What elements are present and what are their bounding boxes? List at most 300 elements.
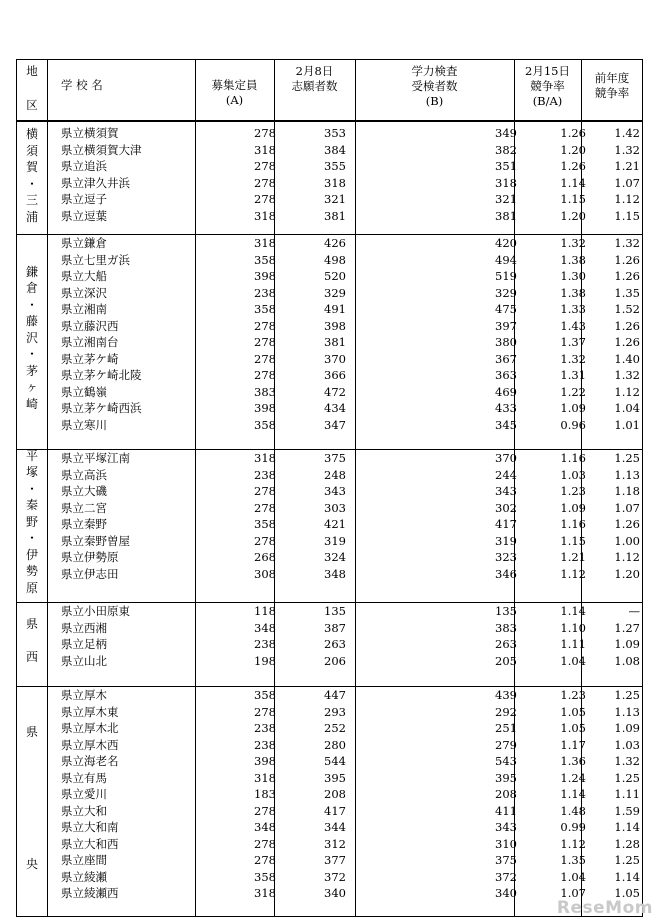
school-name: 県立茅ケ崎西浜 bbox=[61, 401, 142, 415]
region-label-char: ・ bbox=[25, 347, 38, 362]
header-examinees-l1: 学力検査 bbox=[411, 64, 458, 78]
applicants-value: 381 bbox=[324, 335, 346, 349]
applicants-value: 447 bbox=[324, 688, 346, 702]
school-name: 県立茅ケ崎北陵 bbox=[61, 368, 142, 382]
examinees-value: 411 bbox=[495, 803, 517, 818]
capacity-value: 318 bbox=[254, 142, 276, 157]
examinees-value: 494 bbox=[495, 252, 517, 267]
prev-competition-value: 1.00 bbox=[614, 533, 640, 548]
applicants-value: 370 bbox=[324, 351, 346, 366]
school-name: 県立厚木北 bbox=[61, 721, 119, 735]
school-name: 県立小田原東 bbox=[61, 604, 130, 618]
competition-value: 1.38 bbox=[560, 285, 586, 300]
applicants-value: 340 bbox=[324, 886, 346, 900]
region-label-char bbox=[21, 790, 43, 807]
region-label-char: 賀 bbox=[25, 160, 38, 174]
region-label-char: 三 bbox=[25, 193, 38, 207]
header-prev bbox=[581, 71, 643, 101]
school-name: 県立厚木西 bbox=[61, 737, 119, 752]
school-name: 県立横須賀大津 bbox=[61, 142, 142, 157]
applicants-value: 498 bbox=[324, 252, 346, 267]
examinees-value: 397 bbox=[495, 318, 517, 333]
prev-competition-value: 1.26 bbox=[614, 335, 640, 349]
applicants-value: 303 bbox=[324, 500, 346, 515]
prev-competition-value: 1.12 bbox=[614, 384, 640, 399]
header-competition-label: 競争率 bbox=[530, 79, 565, 93]
prev-competition-value: 1.35 bbox=[614, 285, 640, 300]
examinees-value: 383 bbox=[495, 620, 517, 635]
prev-competition-value: 1.14 bbox=[614, 820, 640, 834]
school-name: 県立伊勢原 bbox=[61, 550, 119, 564]
region-label bbox=[21, 724, 43, 873]
region-label-char: 崎 bbox=[25, 396, 38, 411]
competition-value: 1.09 bbox=[560, 500, 586, 515]
school-name: 県立山北 bbox=[61, 653, 107, 668]
applicants-value: 135 bbox=[324, 604, 346, 618]
region-label-char: 藤 bbox=[25, 314, 38, 329]
applicants-value: 472 bbox=[324, 384, 346, 399]
header-rule bbox=[17, 120, 642, 122]
school-name: 県立高浜 bbox=[61, 467, 107, 482]
examinees-value: 543 bbox=[495, 754, 517, 768]
examinees-value: 319 bbox=[495, 533, 517, 548]
region-label-char: 県 bbox=[25, 616, 38, 631]
capacity-value: 318 bbox=[254, 770, 276, 785]
examinees-value: 244 bbox=[495, 467, 517, 482]
prev-competition-value: 1.09 bbox=[614, 721, 640, 735]
applicants-value: 417 bbox=[324, 803, 346, 818]
competition-value: 1.22 bbox=[560, 384, 586, 399]
school-name: 県立平塚江南 bbox=[61, 451, 130, 465]
header-applicants bbox=[274, 64, 355, 94]
capacity-value: 238 bbox=[254, 467, 276, 482]
applicants-value: 280 bbox=[324, 737, 346, 752]
applicants-value: 208 bbox=[324, 787, 346, 801]
region-label-char: 平 bbox=[25, 448, 38, 463]
applicants-value: 381 bbox=[324, 208, 346, 223]
capacity-value: 318 bbox=[254, 208, 276, 223]
prev-competition-value: — bbox=[628, 604, 640, 618]
prev-competition-value: 1.26 bbox=[614, 318, 640, 333]
school-name: 県立足柄 bbox=[61, 637, 107, 651]
prev-competition-value: 1.05 bbox=[614, 886, 640, 900]
applicants-value: 324 bbox=[324, 550, 346, 564]
capacity-value: 358 bbox=[254, 517, 276, 531]
header-capacity-label: 募集定員 bbox=[211, 78, 258, 92]
capacity-value: 358 bbox=[254, 302, 276, 316]
capacity-value: 238 bbox=[254, 721, 276, 735]
prev-competition-value: 1.32 bbox=[614, 368, 640, 382]
prev-competition-value: 1.13 bbox=[614, 704, 640, 719]
competition-value: 1.35 bbox=[560, 853, 586, 867]
region-label-char bbox=[21, 741, 43, 758]
school-name: 県立藤沢西 bbox=[61, 318, 119, 333]
capacity-value: 358 bbox=[254, 688, 276, 702]
capacity-value: 398 bbox=[254, 754, 276, 768]
applicants-value: 319 bbox=[324, 533, 346, 548]
capacity-value: 278 bbox=[254, 159, 276, 173]
applicants-value: 375 bbox=[324, 451, 346, 465]
applicants-value: 329 bbox=[324, 285, 346, 300]
prev-competition-value: 1.09 bbox=[614, 637, 640, 651]
prev-competition-value: 1.08 bbox=[614, 653, 640, 668]
prev-competition-value: 1.32 bbox=[614, 754, 640, 768]
capacity-value: 383 bbox=[254, 384, 276, 399]
competition-value: 1.23 bbox=[560, 688, 586, 702]
examinees-value: 367 bbox=[495, 351, 517, 366]
school-name: 県立大船 bbox=[61, 269, 107, 283]
capacity-value: 278 bbox=[254, 318, 276, 333]
school-name: 県立有馬 bbox=[61, 770, 107, 785]
prev-competition-value: 1.25 bbox=[614, 451, 640, 465]
competition-value: 1.16 bbox=[560, 517, 586, 531]
examinees-value: 395 bbox=[495, 770, 517, 785]
capacity-value: 278 bbox=[254, 484, 276, 498]
region-label-char: 浦 bbox=[25, 209, 38, 224]
applicants-value: 206 bbox=[324, 653, 346, 668]
header-examinees-l2: 受検者数 bbox=[411, 79, 458, 93]
examinees-value: 208 bbox=[495, 787, 517, 801]
region-label-char: 原 bbox=[25, 580, 38, 595]
prev-competition-value: 1.07 bbox=[614, 175, 640, 190]
capacity-value: 278 bbox=[254, 500, 276, 515]
competition-value: 1.11 bbox=[560, 637, 586, 651]
competition-value: 1.10 bbox=[560, 620, 586, 635]
school-name: 県立湘南 bbox=[61, 302, 107, 316]
school-name: 県立厚木 bbox=[61, 688, 107, 702]
competition-value: 1.12 bbox=[560, 836, 586, 851]
competition-value: 1.48 bbox=[560, 803, 586, 818]
competition-value: 1.31 bbox=[560, 368, 586, 382]
examinees-value: 433 bbox=[495, 401, 517, 415]
examinees-value: 135 bbox=[495, 604, 517, 618]
capacity-value: 318 bbox=[254, 236, 276, 250]
prev-competition-value: 1.15 bbox=[614, 208, 640, 223]
school-name: 県立鶴嶺 bbox=[61, 384, 107, 399]
competition-value: 1.26 bbox=[560, 126, 586, 140]
header-region-2: 区 bbox=[26, 98, 38, 112]
school-name: 県立伊志田 bbox=[61, 566, 119, 581]
school-name: 県立逗子 bbox=[61, 192, 107, 206]
header-competition-formula: (B/A) bbox=[532, 94, 563, 108]
capacity-value: 308 bbox=[254, 566, 276, 581]
region-label-char: ・ bbox=[25, 176, 38, 191]
capacity-value: 318 bbox=[254, 451, 276, 465]
school-name: 県立津久井浜 bbox=[61, 175, 130, 190]
prev-competition-value: 1.42 bbox=[614, 126, 640, 140]
examinees-value: 370 bbox=[495, 451, 517, 465]
prev-competition-value: 1.59 bbox=[614, 803, 640, 818]
examinees-value: 519 bbox=[495, 269, 517, 283]
competition-value: 1.24 bbox=[560, 770, 586, 785]
capacity-value: 198 bbox=[254, 653, 276, 668]
applicants-value: 252 bbox=[324, 721, 346, 735]
prev-competition-value: 1.03 bbox=[614, 737, 640, 752]
prev-competition-value: 1.32 bbox=[614, 142, 640, 157]
examinees-value: 302 bbox=[495, 500, 517, 515]
school-name: 県立湘南台 bbox=[61, 335, 119, 349]
examinees-value: 349 bbox=[495, 126, 517, 140]
region-label-char: 須 bbox=[25, 143, 38, 158]
examinees-value: 251 bbox=[495, 721, 517, 735]
region-label-char: 倉 bbox=[25, 281, 38, 296]
region-label bbox=[21, 448, 43, 597]
region-label-char: 県 bbox=[25, 725, 38, 740]
examinees-value: 381 bbox=[495, 208, 517, 223]
region-label-char bbox=[21, 823, 43, 840]
capacity-value: 118 bbox=[254, 604, 276, 618]
prev-competition-value: 1.07 bbox=[614, 500, 640, 515]
competition-value: 1.37 bbox=[560, 335, 586, 349]
examinees-value: 345 bbox=[495, 417, 517, 432]
capacity-value: 318 bbox=[254, 886, 276, 900]
applicants-value: 312 bbox=[324, 836, 346, 851]
competition-value: 1.15 bbox=[560, 192, 586, 206]
prev-competition-value: 1.27 bbox=[614, 620, 640, 635]
applicants-value: 491 bbox=[324, 302, 346, 316]
capacity-value: 358 bbox=[254, 417, 276, 432]
prev-competition-value: 1.32 bbox=[614, 236, 640, 250]
prev-competition-value: 1.04 bbox=[614, 401, 640, 415]
competition-value: 1.16 bbox=[560, 451, 586, 465]
admissions-table bbox=[16, 59, 643, 917]
applicants-value: 353 bbox=[324, 126, 346, 140]
applicants-value: 348 bbox=[324, 566, 346, 581]
region-label bbox=[21, 126, 43, 225]
capacity-value: 278 bbox=[254, 803, 276, 818]
applicants-value: 387 bbox=[324, 620, 346, 635]
examinees-value: 475 bbox=[495, 302, 517, 316]
applicants-value: 544 bbox=[324, 754, 346, 768]
capacity-value: 278 bbox=[254, 533, 276, 548]
region-label-char: 西 bbox=[25, 649, 38, 664]
header-examinees bbox=[355, 64, 514, 109]
examinees-value: 351 bbox=[495, 159, 517, 173]
applicants-value: 421 bbox=[324, 517, 346, 531]
header-region-1: 地 bbox=[26, 64, 38, 78]
school-name: 県立愛川 bbox=[61, 787, 107, 801]
header-capacity-sub: (A) bbox=[225, 93, 244, 107]
capacity-value: 358 bbox=[254, 869, 276, 884]
applicants-value: 372 bbox=[324, 869, 346, 884]
competition-value: 1.20 bbox=[560, 208, 586, 223]
header-prev-l2: 競争率 bbox=[594, 86, 630, 100]
school-name: 県立大和 bbox=[61, 803, 107, 818]
prev-competition-value: 1.25 bbox=[614, 770, 640, 785]
prev-competition-value: 1.40 bbox=[614, 351, 640, 366]
applicants-value: 318 bbox=[324, 175, 346, 190]
prev-competition-value: 1.14 bbox=[614, 869, 640, 884]
capacity-value: 278 bbox=[254, 368, 276, 382]
region-label-char: ・ bbox=[25, 297, 38, 312]
school-name: 県立大和西 bbox=[61, 836, 119, 851]
examinees-value: 263 bbox=[495, 637, 517, 651]
school-name: 県立大和南 bbox=[61, 820, 119, 834]
header-competition bbox=[514, 64, 581, 109]
applicants-value: 520 bbox=[324, 269, 346, 283]
competition-value: 1.43 bbox=[560, 318, 586, 333]
competition-value: 1.33 bbox=[560, 302, 586, 316]
applicants-value: 263 bbox=[324, 637, 346, 651]
prev-competition-value: 1.18 bbox=[614, 484, 640, 498]
competition-value: 1.36 bbox=[560, 754, 586, 768]
header-prev-l1: 前年度 bbox=[594, 71, 630, 85]
competition-value: 1.14 bbox=[560, 604, 586, 618]
region-label-char: ヶ bbox=[25, 380, 38, 395]
school-name: 県立深沢 bbox=[61, 285, 107, 300]
school-name: 県立逗葉 bbox=[61, 208, 107, 223]
examinees-value: 279 bbox=[495, 737, 517, 752]
capacity-value: 348 bbox=[254, 820, 276, 834]
header-examinees-l3: (B) bbox=[425, 94, 444, 108]
examinees-value: 363 bbox=[495, 368, 517, 382]
region-label-char bbox=[21, 632, 43, 649]
prev-competition-value: 1.26 bbox=[614, 517, 640, 531]
region-label-char: 茅 bbox=[25, 363, 38, 378]
applicants-value: 398 bbox=[324, 318, 346, 333]
applicants-value: 293 bbox=[324, 704, 346, 719]
competition-value: 1.30 bbox=[560, 269, 586, 283]
region-label bbox=[21, 616, 43, 666]
capacity-value: 238 bbox=[254, 285, 276, 300]
examinees-value: 323 bbox=[495, 550, 517, 564]
prev-competition-value: 1.11 bbox=[614, 787, 640, 801]
examinees-value: 205 bbox=[495, 653, 517, 668]
capacity-value: 358 bbox=[254, 252, 276, 267]
region-label-char: ・ bbox=[25, 481, 38, 496]
school-name: 県立七里ガ浜 bbox=[61, 252, 130, 267]
capacity-value: 348 bbox=[254, 620, 276, 635]
examinees-value: 310 bbox=[495, 836, 517, 851]
region-label-char: 勢 bbox=[25, 564, 38, 579]
examinees-value: 417 bbox=[495, 517, 517, 531]
competition-value: 1.17 bbox=[560, 737, 586, 752]
prev-competition-value: 1.25 bbox=[614, 853, 640, 867]
capacity-value: 278 bbox=[254, 126, 276, 140]
competition-value: 1.23 bbox=[560, 484, 586, 498]
col-divider-school bbox=[195, 60, 196, 916]
competition-value: 1.04 bbox=[560, 653, 586, 668]
col-divider-applicants bbox=[355, 60, 356, 916]
capacity-value: 278 bbox=[254, 836, 276, 851]
capacity-value: 238 bbox=[254, 637, 276, 651]
examinees-value: 346 bbox=[495, 566, 517, 581]
col-divider-region bbox=[47, 60, 48, 916]
capacity-value: 268 bbox=[254, 550, 276, 564]
applicants-value: 344 bbox=[324, 820, 346, 834]
school-name: 県立寒川 bbox=[61, 417, 107, 432]
region-label-char: 沢 bbox=[25, 330, 38, 345]
prev-competition-value: 1.01 bbox=[614, 417, 640, 432]
region-label-char: 秦 bbox=[25, 498, 38, 513]
school-name: 県立厚木東 bbox=[61, 704, 119, 719]
competition-value: 1.04 bbox=[560, 869, 586, 884]
applicants-value: 366 bbox=[324, 368, 346, 382]
capacity-value: 398 bbox=[254, 269, 276, 283]
competition-value: 1.32 bbox=[560, 351, 586, 366]
prev-competition-value: 1.26 bbox=[614, 252, 640, 267]
competition-value: 1.15 bbox=[560, 533, 586, 548]
competition-value: 0.99 bbox=[560, 820, 586, 834]
capacity-value: 278 bbox=[254, 192, 276, 206]
region-label-char bbox=[21, 774, 43, 791]
prev-competition-value: 1.12 bbox=[614, 192, 640, 206]
examinees-value: 469 bbox=[495, 384, 517, 399]
region-label-char: 鎌 bbox=[25, 264, 38, 279]
prev-competition-value: 1.20 bbox=[614, 566, 640, 581]
capacity-value: 278 bbox=[254, 351, 276, 366]
examinees-value: 380 bbox=[495, 335, 517, 349]
applicants-value: 343 bbox=[324, 484, 346, 498]
header-capacity bbox=[195, 78, 274, 108]
capacity-value: 278 bbox=[254, 335, 276, 349]
applicants-value: 434 bbox=[324, 401, 346, 415]
capacity-value: 278 bbox=[254, 704, 276, 719]
competition-value: 0.96 bbox=[560, 417, 586, 432]
applicants-value: 426 bbox=[324, 236, 346, 250]
applicants-value: 384 bbox=[324, 142, 346, 157]
school-name: 県立大磯 bbox=[61, 484, 107, 498]
header-school: 学 校 名 bbox=[61, 78, 103, 92]
school-name: 県立綾瀬 bbox=[61, 869, 107, 884]
applicants-value: 395 bbox=[324, 770, 346, 785]
prev-competition-value: 1.28 bbox=[614, 836, 640, 851]
school-name: 県立鎌倉 bbox=[61, 236, 107, 250]
school-name: 県立追浜 bbox=[61, 159, 107, 173]
examinees-value: 321 bbox=[495, 192, 517, 206]
region-label-char: 野 bbox=[25, 514, 38, 529]
examinees-value: 329 bbox=[495, 285, 517, 300]
applicants-value: 355 bbox=[324, 159, 346, 173]
region-label bbox=[21, 264, 43, 413]
capacity-value: 238 bbox=[254, 737, 276, 752]
region-label-char: 横 bbox=[25, 127, 38, 141]
applicants-value: 321 bbox=[324, 192, 346, 206]
school-name: 県立横須賀 bbox=[61, 126, 119, 140]
competition-value: 1.32 bbox=[560, 236, 586, 250]
region-label-char: 央 bbox=[25, 857, 38, 872]
capacity-value: 398 bbox=[254, 401, 276, 415]
examinees-value: 382 bbox=[495, 142, 517, 157]
region-label-char bbox=[21, 807, 43, 824]
applicants-value: 347 bbox=[324, 417, 346, 432]
capacity-value: 183 bbox=[254, 787, 276, 801]
school-name: 県立二宮 bbox=[61, 500, 107, 515]
examinees-value: 372 bbox=[495, 869, 517, 884]
examinees-value: 375 bbox=[495, 853, 517, 867]
competition-value: 1.03 bbox=[560, 467, 586, 482]
header-competition-date: 2月15日 bbox=[525, 64, 570, 78]
competition-value: 1.20 bbox=[560, 142, 586, 157]
examinees-value: 292 bbox=[495, 704, 517, 719]
region-label-char: ・ bbox=[25, 531, 38, 546]
prev-competition-value: 1.25 bbox=[614, 688, 640, 702]
competition-value: 1.26 bbox=[560, 159, 586, 173]
examinees-value: 439 bbox=[495, 688, 517, 702]
competition-value: 1.21 bbox=[560, 550, 586, 564]
school-name: 県立秦野曽屋 bbox=[61, 533, 130, 548]
header-applicants-date: 2月8日 bbox=[295, 64, 334, 78]
applicants-value: 377 bbox=[324, 853, 346, 867]
header-applicants-label: 志願者数 bbox=[291, 79, 338, 93]
school-name: 県立西湘 bbox=[61, 620, 107, 635]
region-label-char: 塚 bbox=[25, 465, 38, 480]
school-name: 県立海老名 bbox=[61, 754, 119, 768]
examinees-value: 420 bbox=[495, 236, 517, 250]
school-name: 県立秦野 bbox=[61, 517, 107, 531]
school-name: 県立茅ケ崎 bbox=[61, 351, 119, 366]
applicants-value: 248 bbox=[324, 467, 346, 482]
